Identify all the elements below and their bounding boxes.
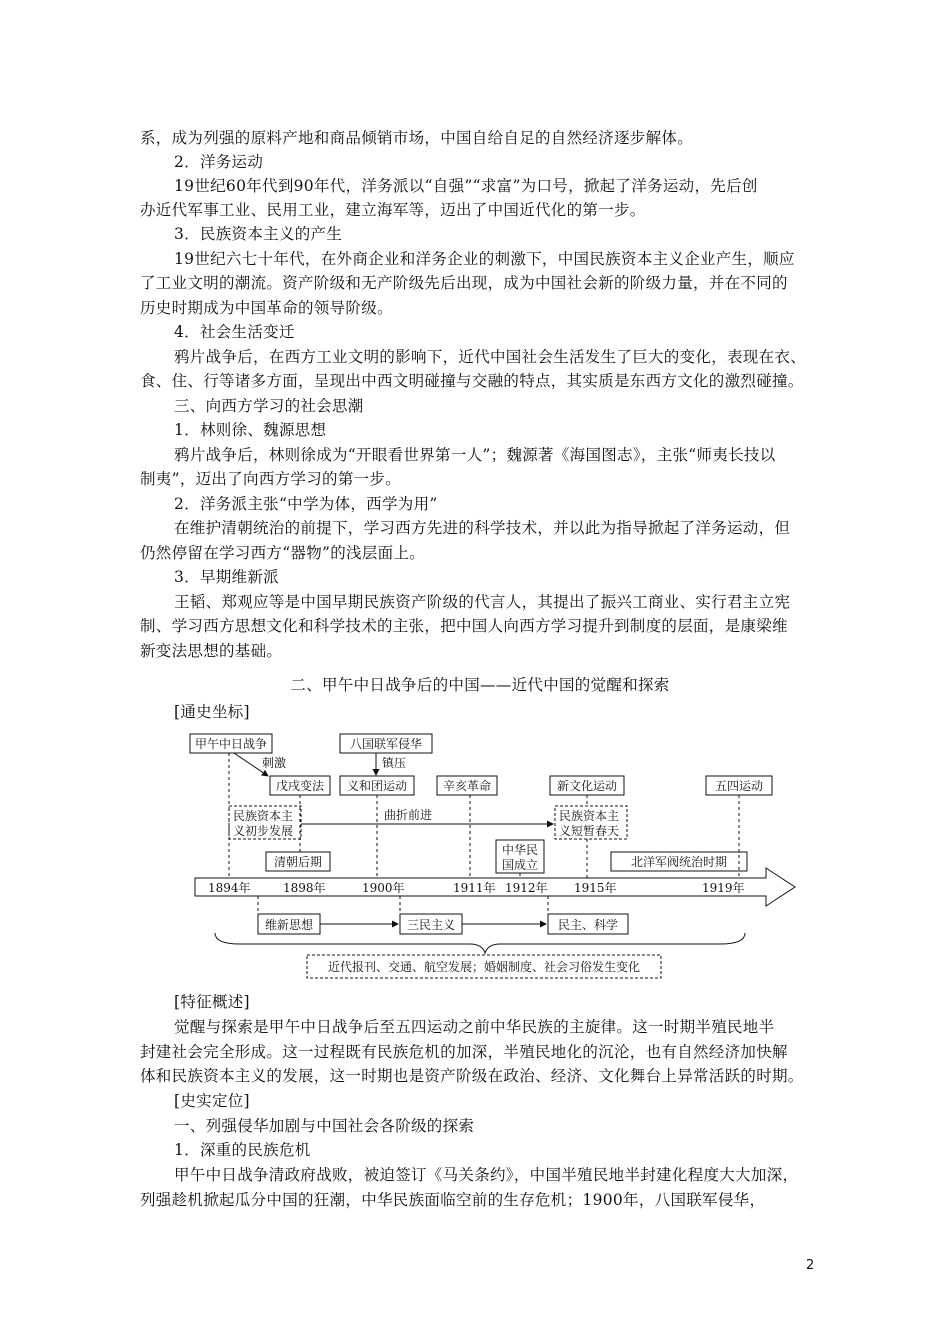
paragraph-line: 19世纪六七十年代，在外商企业和洋务企业的刺激下，中国民族资本主义企业产生，顺应 — [174, 250, 795, 268]
event-box-new-culture — [550, 776, 624, 795]
section-heading: 1．林则徐、魏源思想 — [174, 421, 327, 439]
svg-text:北洋军阀统治时期: 北洋军阀统治时期 — [630, 855, 728, 869]
subsection-label: [特征概述] — [174, 993, 250, 1011]
dashed-box-capitalism-early — [229, 806, 301, 839]
svg-text:中华民: 中华民 — [501, 843, 539, 857]
svg-text:新文化运动: 新文化运动 — [556, 779, 618, 793]
page-number: 2 — [806, 1258, 815, 1273]
period-box-roc-founded — [496, 840, 544, 873]
idea-box-reform — [258, 914, 320, 934]
bottom-brace — [215, 933, 745, 953]
paragraph-line: 系，成为列强的原料产地和商品倾销市场，中国自给自足的自然经济逐步解体。 — [140, 129, 694, 147]
paragraph-line: 仍然停留在学习西方“器物”的浅层面上。 — [140, 544, 426, 562]
period-box-late-qing — [266, 852, 330, 871]
svg-text:国成立: 国成立 — [501, 858, 539, 872]
subsection-label: [通史坐标] — [174, 703, 250, 721]
svg-text:戊戌变法: 戊戌变法 — [275, 779, 325, 793]
section-heading: 3．早期维新派 — [174, 568, 279, 586]
section-heading: 2．洋务派主张“中学为体，西学为用” — [174, 495, 438, 513]
event-box-yihetuan — [340, 776, 414, 795]
paragraph-line: 了工业文明的潮流。资产阶级和无产阶级先后出现，成为中国社会新的阶级力量，并在不同的 — [140, 274, 788, 292]
paragraph-line: 历史时期成为中国革命的领导阶级。 — [140, 299, 393, 317]
paragraph-line: 食、住、行等诸多方面，呈现出中西文明碰撞与交融的特点，其实质是东西方文化的激烈碰撞。 — [140, 372, 804, 390]
idea-box-democracy-science — [548, 914, 628, 934]
event-box-wuxu — [270, 776, 330, 795]
paragraph-line: 鸦片战争后，林则徐成为“开眼看世界第一人”；魏源著《海国图志》，主张“师夷长技以 — [174, 446, 776, 464]
label-tortuous-progress: 曲折前进 — [384, 808, 433, 822]
svg-text:八国联军侵华: 八国联军侵华 — [349, 737, 423, 751]
svg-text:1898年: 1898年 — [283, 881, 326, 895]
section-heading: 三、向西方学习的社会思潮 — [174, 397, 364, 415]
svg-text:维新思想: 维新思想 — [264, 918, 314, 932]
event-box-xinhai — [437, 776, 497, 795]
label-suppress: 镇压 — [382, 756, 407, 770]
svg-text:1900年: 1900年 — [362, 881, 405, 895]
paragraph-line: 在维护清朝统治的前提下，学习西方先进的科学技术，并以此为指导掀起了洋务运动，但 — [174, 519, 791, 537]
paragraph-line: 觉醒与探索是甲午中日战争后至五四运动之前中华民族的主旋律。这一时期半殖民地半 — [174, 1018, 775, 1036]
ideas-dashed-guides — [258, 896, 548, 914]
paragraph-line: 体和民族资本主义的发展，这一时期也是资产阶级在政治、经济、文化舞台上异常活跃的时期。 — [140, 1067, 804, 1085]
paragraph-line: 制夷”，迈出了向西方学习的第一步。 — [140, 470, 402, 488]
svg-text:1911年: 1911年 — [453, 881, 496, 895]
section-heading: 2．洋务运动 — [174, 153, 264, 171]
idea-box-three-principles — [400, 914, 462, 934]
paragraph-line: 制、学习西方思想文化和科学技术的主张，把中国人向西方学习提升到制度的层面，是康梁维 — [140, 617, 788, 635]
svg-text:辛亥革命: 辛亥革命 — [442, 779, 492, 793]
chapter-title: 二、甲午中日战争后的中国——近代中国的觉醒和探索 — [290, 676, 670, 694]
label-stimulate: 刺激 — [262, 756, 287, 770]
section-heading: 一、列强侵华加剧与中国社会各阶级的探索 — [174, 1117, 475, 1135]
section-heading: 4．社会生活变迁 — [174, 323, 295, 341]
paragraph-line: 甲午中日战争清政府战败，被迫签订《马关条约》，中国半殖民地半封建化程度大大加深， — [174, 1166, 799, 1184]
section-heading: 3．民族资本主义的产生 — [174, 225, 343, 243]
event-box-may-fourth — [706, 776, 772, 795]
svg-text:1919年: 1919年 — [702, 881, 745, 895]
svg-text:民族资本主: 民族资本主 — [559, 809, 620, 823]
period-box-beiyang — [611, 852, 747, 871]
svg-text:民族资本主: 民族资本主 — [233, 809, 294, 823]
svg-text:甲午中日战争: 甲午中日战争 — [194, 737, 268, 751]
dashed-box-social-change — [307, 955, 661, 978]
svg-text:义短暂春天: 义短暂春天 — [559, 824, 620, 838]
dashed-box-capitalism-spring — [555, 806, 627, 839]
svg-text:民主、科学: 民主、科学 — [557, 918, 619, 932]
subsection-label: [史实定位] — [174, 1092, 250, 1110]
svg-text:近代报刊、交通、航空发展；婚姻制度、社会习俗发生变化: 近代报刊、交通、航空发展；婚姻制度、社会习俗发生变化 — [327, 960, 641, 974]
svg-text:义和团运动: 义和团运动 — [346, 779, 408, 793]
svg-text:义初步发展: 义初步发展 — [233, 824, 294, 838]
section-heading: 1．深重的民族危机 — [174, 1141, 311, 1159]
event-box-jiawu — [190, 734, 272, 753]
event-box-baguo — [340, 734, 432, 753]
paragraph-line: 办近代军事工业、民用工业，建立海军等，迈出了中国近代化的第一步。 — [140, 201, 646, 219]
paragraph-line: 王韬、郑观应等是中国早期民族资产阶级的代言人，其提出了振兴工商业、实行君主立宪 — [174, 593, 791, 611]
paragraph-line: 封建社会完全形成。这一过程既有民族危机的加深，半殖民地化的沉沦，也有自然经济加快解 — [140, 1043, 788, 1061]
svg-text:1912年: 1912年 — [505, 881, 548, 895]
svg-text:五四运动: 五四运动 — [714, 779, 764, 793]
svg-text:清朝后期: 清朝后期 — [273, 855, 323, 869]
paragraph-line: 19世纪60年代到90年代，洋务派以“自强”“求富”为口号，掀起了洋务运动，先后创 — [174, 177, 758, 195]
paragraph-line: 鸦片战争后，在西方工业文明的影响下，近代中国社会生活发生了巨大的变化，表现在衣、 — [174, 348, 807, 366]
paragraph-line: 列强趁机掀起瓜分中国的狂潮，中华民族面临空前的生存危机；1900年，八国联军侵华， — [140, 1191, 766, 1209]
svg-text:三民主义: 三民主义 — [406, 918, 456, 932]
svg-text:1894年: 1894年 — [208, 881, 251, 895]
paragraph-line: 新变法思想的基础。 — [140, 642, 283, 660]
svg-text:1915年: 1915年 — [574, 881, 617, 895]
